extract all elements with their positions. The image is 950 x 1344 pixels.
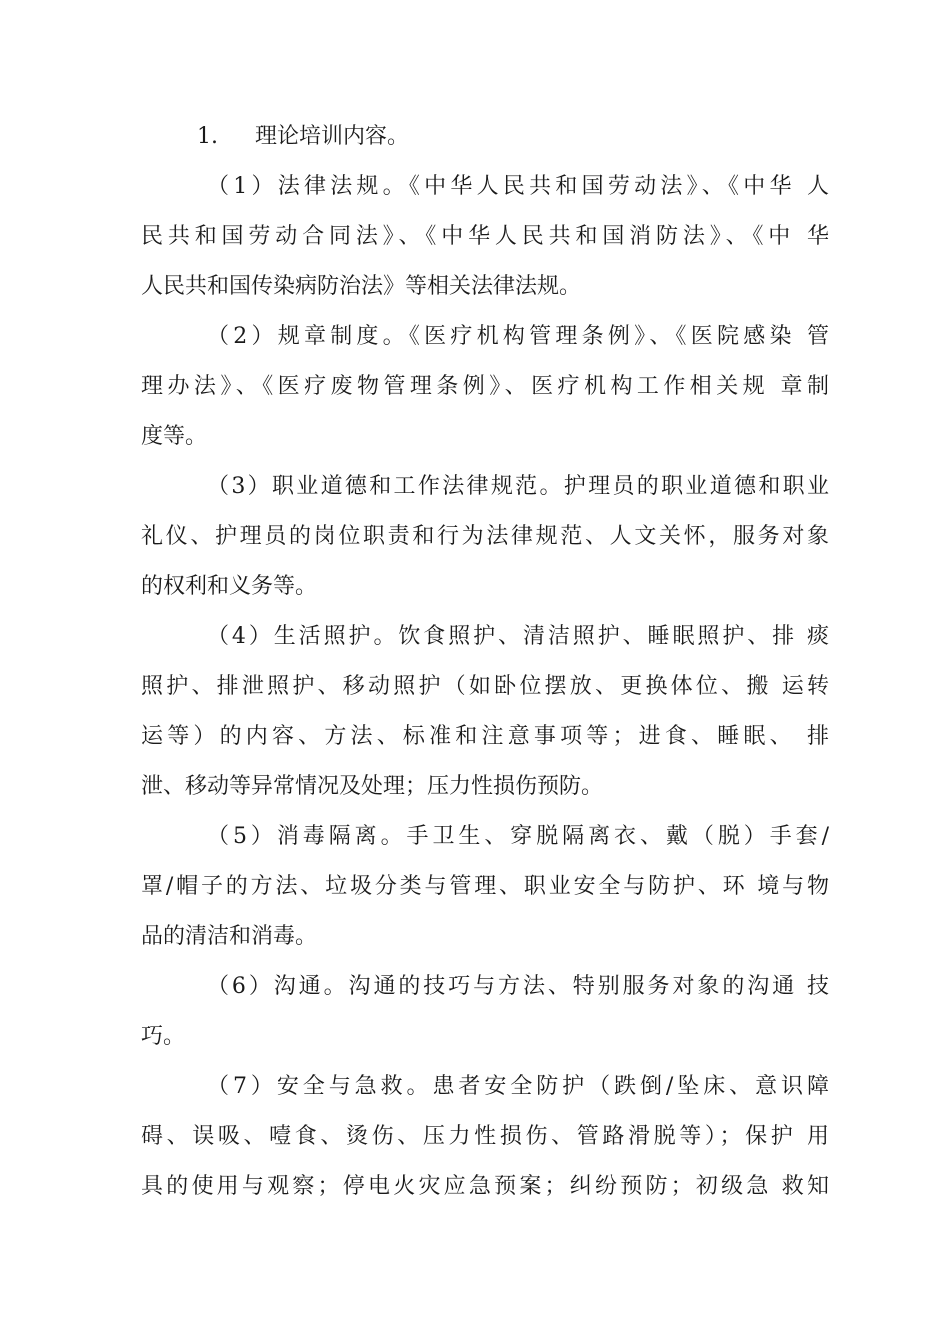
paragraph-line: （7）安全与急救。患者安全防护（跌倒/坠床、意识障 [207,1074,829,1099]
section-title: 理论培训内容。 [255,124,410,149]
paragraph-line: （6）沟通。沟通的技巧与方法、特别服务对象的沟通 技 [207,974,829,999]
paragraph-line: 品的清洁和消毒。 [141,924,318,949]
paragraph-line: 礼仪、护理员的岗位职责和行为法律规范、人文关怀，服务对象 [141,524,829,549]
paragraph-line: 泄、移动等异常情况及处理；压力性损伤预防。 [141,774,604,799]
paragraph-line: （1）法律法规。《中华人民共和国劳动法》、《中华 人 [207,174,829,199]
paragraph-line: 民共和国劳动合同法》、《中华人民共和国消防法》、《中 华 [141,224,829,249]
paragraph-line: 人民共和国传染病防治法》等相关法律法规。 [141,274,582,299]
paragraph-line: （2）规章制度。《医疗机构管理条例》、《医院感染 管 [207,324,829,349]
section-number: 1. [197,124,218,149]
paragraph-line: 理办法》、《医疗废物管理条例》、医疗机构工作相关规 章制 [141,374,829,399]
paragraph-line: 巧。 [141,1024,186,1049]
paragraph-line: （3）职业道德和工作法律规范。护理员的职业道德和职业 [207,474,829,499]
paragraph-line: 的权利和义务等。 [141,574,318,599]
paragraph-line: （4）生活照护。饮食照护、清洁照护、睡眠照护、排 痰 [207,624,829,649]
paragraph-line: 运等）的内容、方法、标准和注意事项等；进食、睡眠、 排 [141,724,829,749]
paragraph-line: 照护、排泄照护、移动照护（如卧位摆放、更换体位、搬 运转 [141,674,829,699]
paragraph-line: 具的使用与观察；停电火灾应急预案；纠纷预防；初级急 救知 [141,1174,829,1199]
paragraph-line: （5）消毒隔离。手卫生、穿脱隔离衣、戴（脱）手套/ [207,824,829,849]
paragraph-line: 罩/帽子的方法、垃圾分类与管理、职业安全与防护、环 境与物 [141,874,829,899]
paragraph-line: 碍、误吸、噎食、烫伤、压力性损伤、管路滑脱等）；保护 用 [141,1124,829,1149]
paragraph-line: 度等。 [141,424,208,449]
